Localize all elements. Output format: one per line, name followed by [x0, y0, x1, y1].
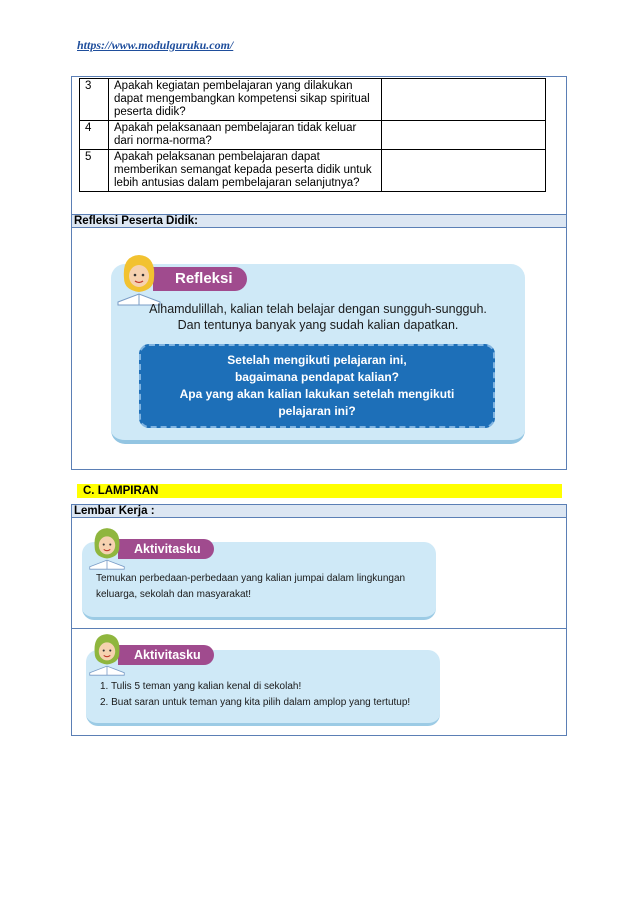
refleksi-heading: Refleksi Peserta Didik:	[71, 214, 567, 228]
aktivitas-2-item-1: 1. Tulis 5 teman yang kalian kenal di sekolah!	[100, 681, 302, 692]
question-line: Apakah kegiatan pembelajaran yang dilakukan	[114, 80, 353, 92]
question-line: peserta didik?	[114, 106, 186, 118]
refleksi-question-3: Apa yang akan kalian lakukan setelah mengikuti	[179, 387, 455, 401]
answer-cell[interactable]	[382, 121, 546, 150]
question-line: Apakah pelaksanan pembelajaran dapat	[114, 151, 320, 163]
answer-cell[interactable]	[382, 79, 546, 121]
answer-cell[interactable]	[382, 150, 546, 192]
student-reading-icon	[114, 250, 164, 306]
table-row	[80, 79, 546, 121]
lampiran-heading: C. LAMPIRAN	[77, 484, 562, 498]
question-text	[109, 121, 382, 150]
question-number: 3	[80, 79, 109, 121]
question-text	[109, 150, 382, 192]
question-line: dari norma-norma?	[114, 135, 212, 147]
question-line: memberikan semangat kepada peserta didik untuk	[114, 164, 372, 176]
aktivitas-1-line-1: Temukan perbedaan-perbedaan yang kalian jumpai dalam lingkungan	[96, 573, 406, 584]
refleksi-tag: Refleksi	[153, 267, 247, 291]
question-number: 4	[80, 121, 109, 150]
refleksi-question-1: Setelah mengikuti pelajaran ini,	[227, 353, 407, 367]
aktivitas-1-line-2: keluarga, sekolah dan masyarakat!	[96, 589, 252, 600]
table-row	[80, 150, 546, 192]
question-line: Apakah pelaksanaan pembelajaran tidak keluar	[114, 122, 357, 134]
question-line: lebih antusias dalam pembelajaran selanjutnya?	[114, 177, 360, 189]
header-url-link[interactable]: https://www.modulguruku.com/	[77, 38, 234, 52]
student-reading-icon	[86, 524, 128, 570]
student-reading-icon	[86, 630, 128, 676]
refleksi-question-2: bagaimana pendapat kalian?	[234, 370, 400, 384]
lembar-kerja-heading: Lembar Kerja :	[71, 504, 567, 518]
reflection-questions-table	[79, 78, 546, 192]
question-number: 5	[80, 150, 109, 192]
refleksi-line-2: Dan tentunya banyak yang sudah kalian dapatkan.	[177, 318, 459, 332]
question-line: dapat mengembangkan kompetensi sikap spiritual	[114, 93, 370, 105]
refleksi-question-4: pelajaran ini?	[278, 404, 356, 418]
aktivitas-tag-1: Aktivitasku	[118, 539, 214, 559]
refleksi-line-1: Alhamdulillah, kalian telah belajar dengan sungguh-sungguh.	[149, 302, 487, 316]
question-text	[109, 79, 382, 121]
aktivitas-2-item-2: 2. Buat saran untuk teman yang kita pilih dalam amplop yang tertutup!	[100, 697, 411, 708]
aktivitas-tag-2: Aktivitasku	[118, 645, 214, 665]
worksheet-divider	[71, 628, 567, 629]
table-row	[80, 121, 546, 150]
